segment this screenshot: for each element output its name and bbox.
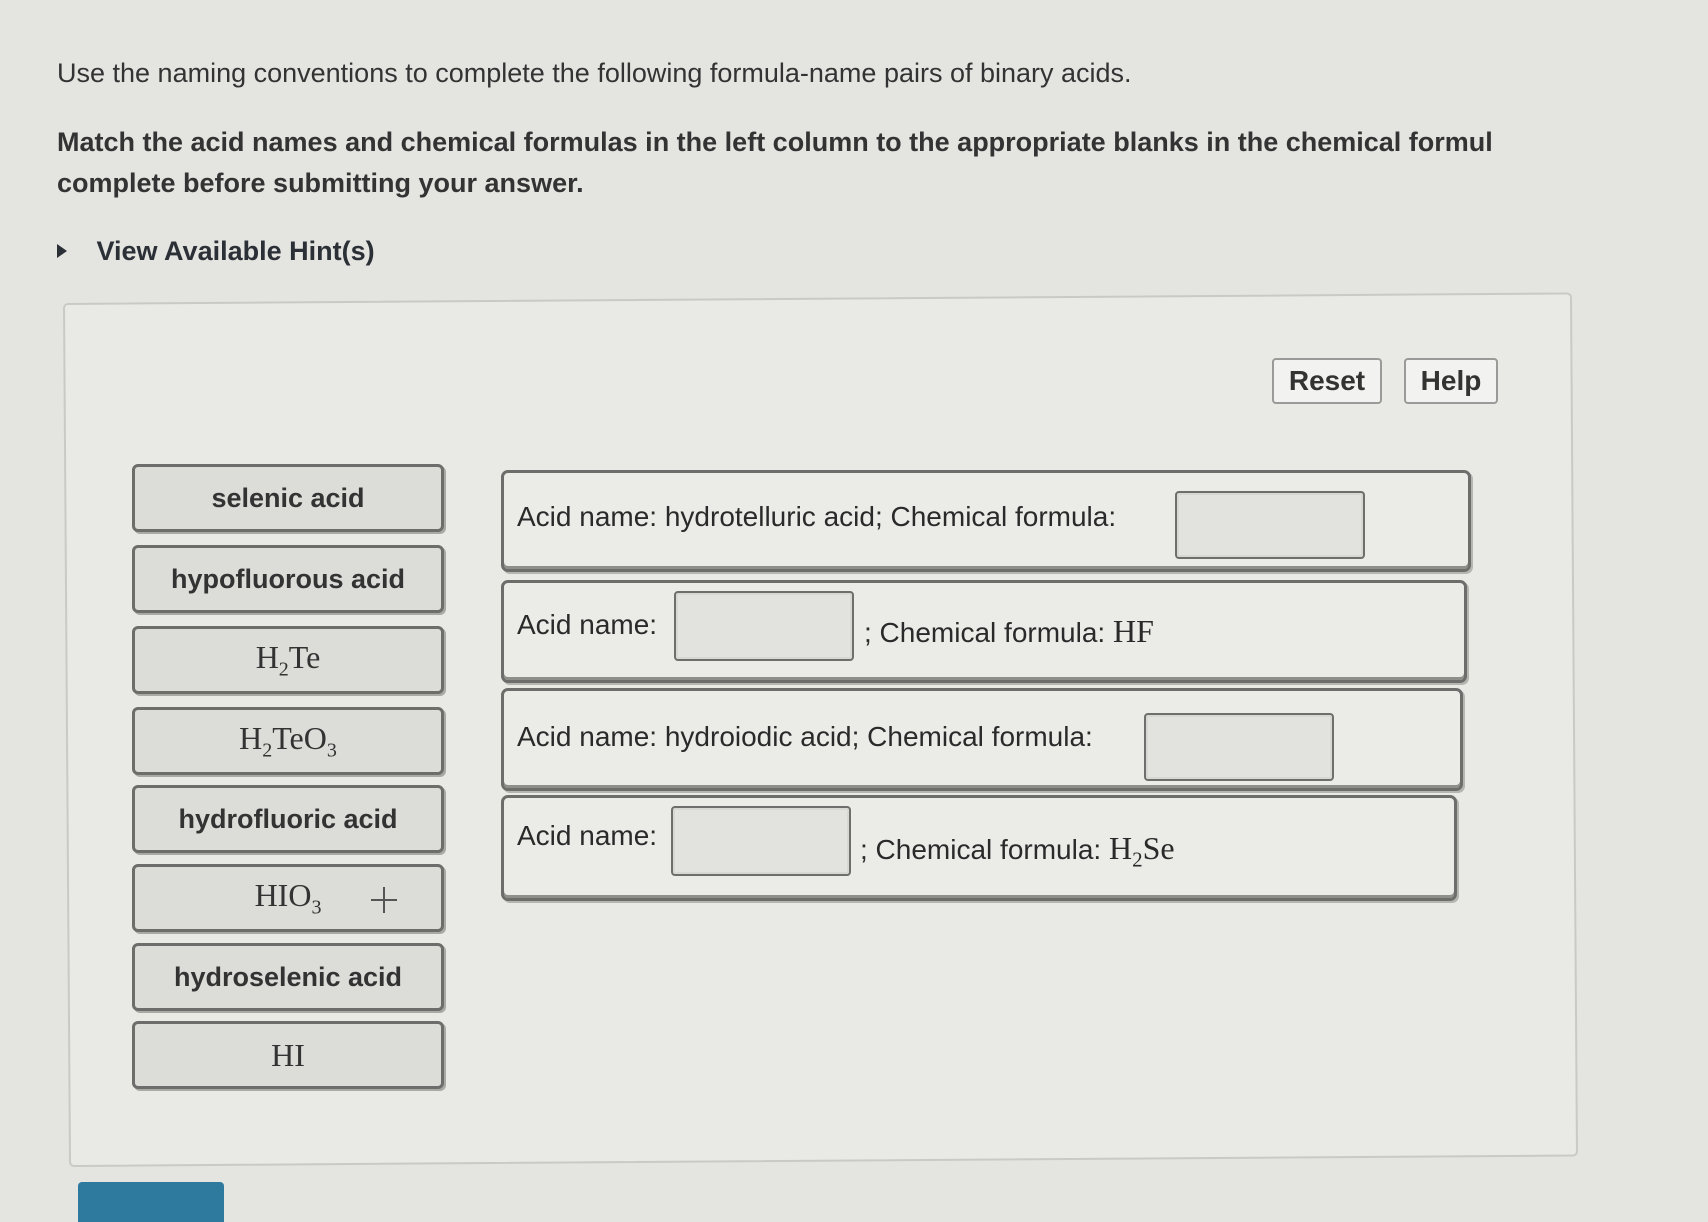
tile-label: hydroselenic acid	[173, 961, 403, 992]
instruction-line-2	[57, 122, 1708, 204]
reset-button[interactable]: Reset	[1272, 358, 1382, 404]
tile-formula: $HIO_3$	[254, 876, 322, 919]
target-row-4	[501, 795, 1457, 901]
tile-hi[interactable]	[132, 1021, 444, 1089]
tile-hio3[interactable]	[132, 864, 444, 932]
view-hints-toggle[interactable]	[57, 236, 375, 267]
tile-hydroselenic-acid[interactable]	[132, 943, 444, 1011]
move-cross-icon	[371, 887, 397, 913]
tile-label: hypofluorous acid	[170, 563, 405, 594]
tile-formula: $H_2TeO_3$	[239, 719, 337, 762]
target-text: Acid name: hydroiodic acid; Chemical formula:	[517, 721, 1093, 752]
instruction-line-1: Use the naming conventions to complete the following formula-name pairs of binary acids.	[57, 58, 1132, 88]
view-hints-label: View Available Hint(s)	[96, 236, 375, 266]
tile-h2te[interactable]	[132, 626, 444, 694]
tile-h2teo3[interactable]	[132, 707, 444, 775]
target-row-1	[501, 470, 1471, 572]
target-prefix: Acid name:	[517, 820, 658, 851]
tile-label: hydrofluoric acid	[178, 803, 398, 834]
target-suffix: ; Chemical formula: $H_2Se$	[860, 830, 1175, 872]
instruction-line-2b: complete before submitting your answer.	[57, 168, 584, 198]
drop-blank-name-4[interactable]	[671, 806, 851, 876]
help-button[interactable]: Help	[1404, 358, 1498, 404]
target-suffix: ; Chemical formula: HF	[864, 613, 1154, 649]
triangle-right-icon	[57, 244, 67, 258]
instruction-line-2a: Match the acid names and chemical formulas in the left column to the appropriate blanks in the chemical formul	[57, 127, 1493, 157]
tile-selenic-acid[interactable]	[132, 464, 444, 532]
tile-formula: $H_2Te$	[255, 638, 321, 681]
drop-blank-formula-1[interactable]	[1175, 491, 1365, 559]
target-prefix: Acid name:	[517, 609, 658, 640]
tile-hydrofluoric-acid[interactable]	[132, 785, 444, 853]
target-row-2	[501, 580, 1467, 683]
tile-hypofluorous-acid[interactable]	[132, 545, 444, 613]
tile-formula: HI	[271, 1036, 305, 1073]
tile-label: selenic acid	[211, 482, 365, 513]
drop-blank-formula-3[interactable]	[1144, 713, 1334, 781]
target-text: Acid name: hydrotelluric acid; Chemical formula:	[517, 501, 1117, 532]
submit-button[interactable]	[78, 1182, 224, 1222]
target-row-3	[501, 688, 1463, 791]
drop-blank-name-2[interactable]	[674, 591, 854, 661]
